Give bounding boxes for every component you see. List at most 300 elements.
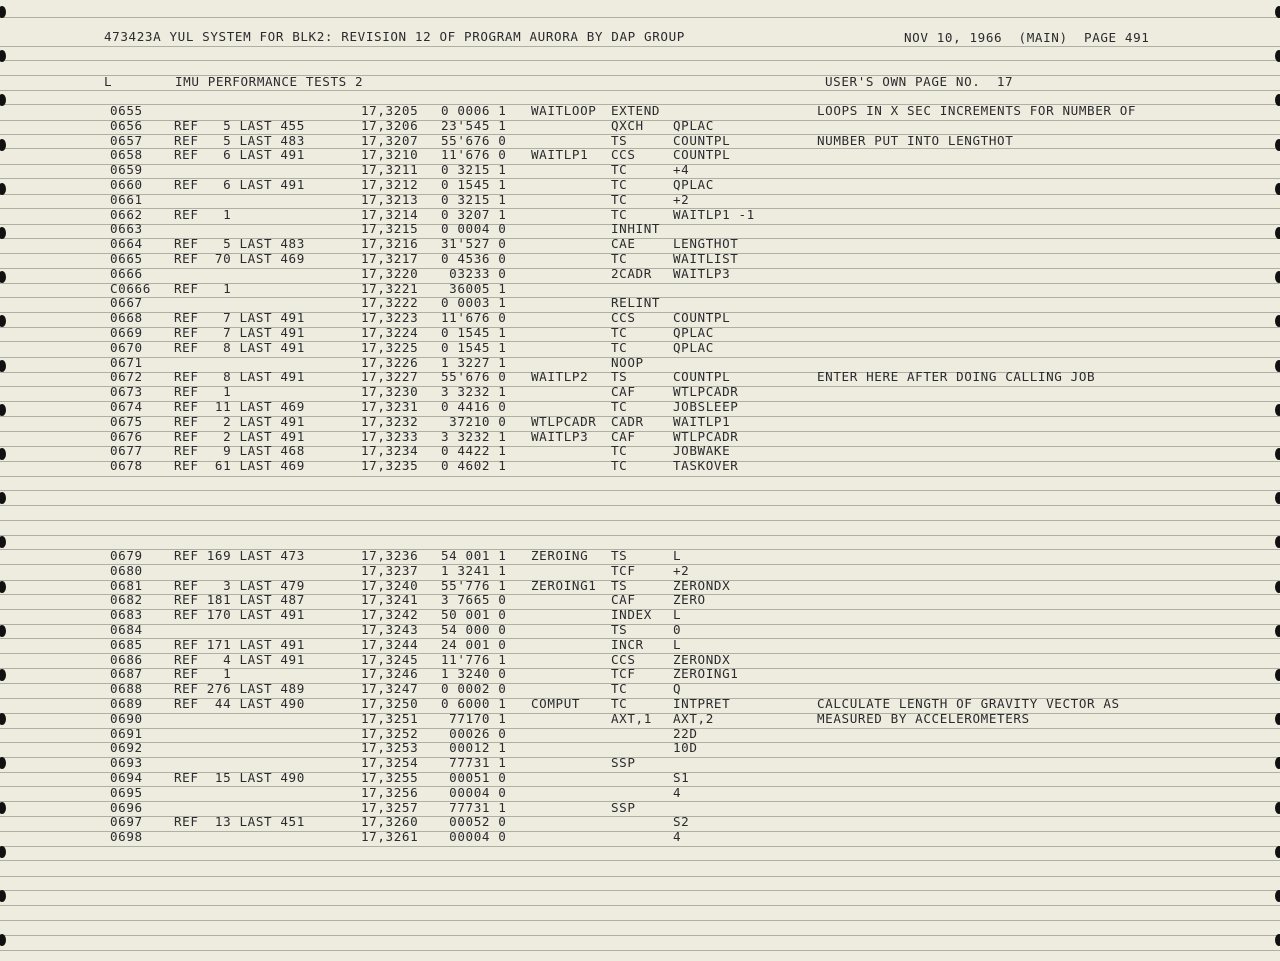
address: 17,3214 bbox=[361, 206, 419, 222]
ruled-line bbox=[0, 920, 1280, 921]
address: 17,3240 bbox=[361, 577, 419, 593]
operand: QPLAC bbox=[673, 117, 714, 133]
feed-hole bbox=[1275, 50, 1280, 62]
opcode: TC bbox=[611, 696, 628, 711]
operand: WAITLP1 bbox=[673, 413, 731, 429]
line-number: C0666 bbox=[110, 280, 151, 296]
section-title: IMU PERFORMANCE TESTS 2 bbox=[175, 74, 364, 89]
operand: TASKOVER bbox=[673, 458, 739, 474]
operand: QPLAC bbox=[673, 177, 714, 192]
address: 17,3242 bbox=[361, 607, 419, 623]
line-number: 0697 bbox=[110, 814, 143, 830]
opcode: AXT,1 bbox=[611, 710, 652, 726]
address: 17,3211 bbox=[361, 162, 419, 178]
user-page-number: USER'S OWN PAGE NO. 17 bbox=[825, 74, 1014, 89]
feed-hole bbox=[1275, 139, 1280, 151]
line-number: 0660 bbox=[110, 177, 143, 192]
opcode: TC bbox=[611, 251, 628, 266]
page-marker: L bbox=[104, 74, 113, 89]
object-code: 0 4422 1 bbox=[441, 443, 507, 459]
reference: REF 1 bbox=[174, 666, 232, 682]
reference: REF 2 LAST 491 bbox=[174, 428, 305, 444]
opcode: TC bbox=[611, 681, 628, 697]
opcode: TCF bbox=[611, 562, 636, 578]
line-number: 0665 bbox=[110, 251, 143, 266]
reference: REF 8 LAST 491 bbox=[174, 339, 305, 355]
address: 17,3217 bbox=[361, 251, 419, 266]
ruled-line bbox=[0, 490, 1280, 491]
line-number: 0689 bbox=[110, 696, 143, 711]
address: 17,3223 bbox=[361, 310, 419, 326]
object-code: 0 0002 0 bbox=[441, 681, 507, 697]
operand: 4 bbox=[673, 784, 682, 800]
feed-hole bbox=[1275, 846, 1280, 858]
operand: ZERO bbox=[673, 592, 706, 608]
opcode: TS bbox=[611, 622, 628, 637]
operand: WAITLP3 bbox=[673, 265, 731, 281]
opcode: QXCH bbox=[611, 117, 644, 133]
address: 17,3233 bbox=[361, 428, 419, 444]
feed-hole bbox=[0, 757, 6, 769]
address: 17,3247 bbox=[361, 681, 419, 697]
line-number: 0688 bbox=[110, 681, 143, 697]
opcode: SSP bbox=[611, 799, 636, 815]
line-number: 0666 bbox=[110, 265, 143, 281]
label: ZEROING bbox=[531, 548, 589, 563]
comment: LOOPS IN X SEC INCREMENTS FOR NUMBER OF bbox=[817, 103, 1137, 118]
opcode: SSP bbox=[611, 755, 636, 771]
label: WTLPCADR bbox=[531, 413, 597, 429]
operand: WAITLIST bbox=[673, 251, 739, 266]
line-number: 0690 bbox=[110, 710, 143, 726]
ruled-line bbox=[0, 876, 1280, 877]
ruled-line bbox=[0, 535, 1280, 536]
line-number: 0692 bbox=[110, 740, 143, 756]
reference: REF 5 LAST 455 bbox=[174, 117, 305, 133]
line-number: 0676 bbox=[110, 428, 143, 444]
reference: REF 15 LAST 490 bbox=[174, 770, 305, 785]
address: 17,3215 bbox=[361, 221, 419, 237]
feed-hole bbox=[1275, 713, 1280, 725]
address: 17,3246 bbox=[361, 666, 419, 682]
label: ZEROING1 bbox=[531, 577, 597, 593]
line-number: 0686 bbox=[110, 651, 143, 667]
feed-hole bbox=[1275, 890, 1280, 902]
operand: LENGTHOT bbox=[673, 236, 739, 252]
address: 17,3243 bbox=[361, 622, 419, 637]
reference: REF 3 LAST 479 bbox=[174, 577, 305, 593]
object-code: 77170 1 bbox=[441, 710, 507, 726]
feed-hole bbox=[0, 404, 6, 416]
reference: REF 276 LAST 489 bbox=[174, 681, 305, 697]
object-code: 0 3215 1 bbox=[441, 191, 507, 207]
reference: REF 5 LAST 483 bbox=[174, 236, 305, 252]
opcode: CAF bbox=[611, 384, 636, 400]
line-number: 0682 bbox=[110, 592, 143, 608]
address: 17,3232 bbox=[361, 413, 419, 429]
address: 17,3256 bbox=[361, 784, 419, 800]
ruled-line bbox=[0, 164, 1280, 165]
comment: NUMBER PUT INTO LENGTHOT bbox=[817, 132, 1014, 148]
opcode: TC bbox=[611, 206, 628, 222]
object-code: 0 1545 1 bbox=[441, 325, 507, 340]
address: 17,3207 bbox=[361, 132, 419, 148]
feed-hole bbox=[1275, 757, 1280, 769]
line-number: 0687 bbox=[110, 666, 143, 682]
opcode: CAF bbox=[611, 428, 636, 444]
reference: REF 11 LAST 469 bbox=[174, 399, 305, 414]
reference: REF 169 LAST 473 bbox=[174, 548, 305, 563]
feed-hole bbox=[1275, 404, 1280, 416]
line-number: 0664 bbox=[110, 236, 143, 252]
operand: L bbox=[673, 548, 682, 563]
ruled-line bbox=[0, 786, 1280, 787]
line-number: 0671 bbox=[110, 354, 143, 370]
address: 17,3237 bbox=[361, 562, 419, 578]
object-code: 23'545 1 bbox=[441, 117, 507, 133]
listing-header-left: 473423A YUL SYSTEM FOR BLK2: REVISION 12 OF PROGRAM AURORA BY DAP GROUP bbox=[104, 29, 685, 44]
line-number: 0698 bbox=[110, 829, 143, 845]
reference: REF 181 LAST 487 bbox=[174, 592, 305, 608]
object-code: 0 0003 1 bbox=[441, 295, 507, 311]
address: 17,3253 bbox=[361, 740, 419, 756]
ruled-line bbox=[0, 860, 1280, 861]
address: 17,3241 bbox=[361, 592, 419, 608]
address: 17,3255 bbox=[361, 770, 419, 785]
object-code: 55'676 0 bbox=[441, 132, 507, 148]
opcode: CADR bbox=[611, 413, 644, 429]
object-code: 0 4602 1 bbox=[441, 458, 507, 474]
operand: L bbox=[673, 607, 682, 623]
object-code: 37210 0 bbox=[441, 413, 507, 429]
ruled-line bbox=[0, 624, 1280, 625]
feed-hole bbox=[1275, 492, 1280, 504]
reference: REF 6 LAST 491 bbox=[174, 177, 305, 192]
operand: ZERONDX bbox=[673, 651, 731, 667]
feed-hole bbox=[0, 448, 6, 460]
operand: ZEROING1 bbox=[673, 666, 739, 682]
opcode: CAF bbox=[611, 592, 636, 608]
operand: COUNTPL bbox=[673, 147, 731, 163]
ruled-line bbox=[0, 935, 1280, 936]
address: 17,3251 bbox=[361, 710, 419, 726]
operand: 0 bbox=[673, 622, 682, 637]
opcode: TC bbox=[611, 458, 628, 474]
label: WAITLP2 bbox=[531, 369, 589, 385]
address: 17,3244 bbox=[361, 636, 419, 652]
object-code: 0 0006 1 bbox=[441, 103, 507, 118]
line-number: 0663 bbox=[110, 221, 143, 237]
opcode: RELINT bbox=[611, 295, 661, 311]
feed-hole bbox=[0, 846, 6, 858]
ruled-line bbox=[0, 757, 1280, 758]
object-code: 11'776 1 bbox=[441, 651, 507, 667]
reference: REF 44 LAST 490 bbox=[174, 696, 305, 711]
operand: QPLAC bbox=[673, 325, 714, 340]
opcode: 2CADR bbox=[611, 265, 652, 281]
listing-header-right: NOV 10, 1966 (MAIN) PAGE 491 bbox=[904, 30, 1150, 45]
opcode: INCR bbox=[611, 636, 644, 652]
line-number: 0691 bbox=[110, 725, 143, 741]
address: 17,3225 bbox=[361, 339, 419, 355]
opcode: TCF bbox=[611, 666, 636, 682]
feed-hole bbox=[0, 934, 6, 946]
ruled-line bbox=[0, 801, 1280, 802]
operand: 10D bbox=[673, 740, 698, 756]
object-code: 1 3241 1 bbox=[441, 562, 507, 578]
object-code: 55'676 0 bbox=[441, 369, 507, 385]
line-number: 0667 bbox=[110, 295, 143, 311]
feed-hole bbox=[0, 625, 6, 637]
object-code: 0 3207 1 bbox=[441, 206, 507, 222]
feed-hole bbox=[1275, 94, 1280, 106]
ruled-line bbox=[0, 90, 1280, 91]
object-code: 00004 0 bbox=[441, 829, 507, 845]
opcode: TS bbox=[611, 132, 628, 148]
object-code: 0 4536 0 bbox=[441, 251, 507, 266]
address: 17,3231 bbox=[361, 399, 419, 414]
ruled-line bbox=[0, 831, 1280, 832]
line-number: 0662 bbox=[110, 206, 143, 222]
operand: Q bbox=[673, 681, 682, 697]
opcode: TC bbox=[611, 399, 628, 414]
reference: REF 7 LAST 491 bbox=[174, 325, 305, 340]
object-code: 31'527 0 bbox=[441, 236, 507, 252]
address: 17,3224 bbox=[361, 325, 419, 340]
operand: +4 bbox=[673, 162, 690, 178]
reference: REF 61 LAST 469 bbox=[174, 458, 305, 474]
line-number: 0685 bbox=[110, 636, 143, 652]
address: 17,3220 bbox=[361, 265, 419, 281]
reference: REF 6 LAST 491 bbox=[174, 147, 305, 163]
line-number: 0696 bbox=[110, 799, 143, 815]
opcode: INHINT bbox=[611, 221, 661, 237]
line-number: 0695 bbox=[110, 784, 143, 800]
feed-hole bbox=[1275, 536, 1280, 548]
address: 17,3227 bbox=[361, 369, 419, 385]
ruled-line bbox=[0, 60, 1280, 61]
object-code: 77731 1 bbox=[441, 755, 507, 771]
address: 17,3257 bbox=[361, 799, 419, 815]
feed-hole bbox=[1275, 448, 1280, 460]
feed-hole bbox=[0, 492, 6, 504]
operand: COUNTPL bbox=[673, 310, 731, 326]
operand: WTLPCADR bbox=[673, 384, 739, 400]
operand: AXT,2 bbox=[673, 710, 714, 726]
reference: REF 13 LAST 451 bbox=[174, 814, 305, 830]
line-number: 0659 bbox=[110, 162, 143, 178]
ruled-line bbox=[0, 520, 1280, 521]
object-code: 11'676 0 bbox=[441, 310, 507, 326]
address: 17,3210 bbox=[361, 147, 419, 163]
address: 17,3236 bbox=[361, 548, 419, 563]
object-code: 11'676 0 bbox=[441, 147, 507, 163]
opcode: TS bbox=[611, 577, 628, 593]
opcode: TC bbox=[611, 325, 628, 340]
line-number: 0656 bbox=[110, 117, 143, 133]
line-number: 0679 bbox=[110, 548, 143, 563]
feed-hole bbox=[1275, 271, 1280, 283]
object-code: 00012 1 bbox=[441, 740, 507, 756]
opcode: CAE bbox=[611, 236, 636, 252]
address: 17,3254 bbox=[361, 755, 419, 771]
line-number: 0657 bbox=[110, 132, 143, 148]
object-code: 36005 1 bbox=[441, 280, 507, 296]
ruled-line bbox=[0, 564, 1280, 565]
object-code: 3 3232 1 bbox=[441, 428, 507, 444]
ruled-line bbox=[0, 890, 1280, 891]
feed-hole bbox=[1275, 934, 1280, 946]
feed-hole bbox=[1275, 6, 1280, 18]
feed-hole bbox=[1275, 581, 1280, 593]
line-number: 0675 bbox=[110, 413, 143, 429]
operand: +2 bbox=[673, 562, 690, 578]
operand: +2 bbox=[673, 191, 690, 207]
reference: REF 9 LAST 468 bbox=[174, 443, 305, 459]
operand: S1 bbox=[673, 770, 690, 785]
line-number: 0673 bbox=[110, 384, 143, 400]
object-code: 03233 0 bbox=[441, 265, 507, 281]
ruled-line bbox=[0, 476, 1280, 477]
object-code: 1 3227 1 bbox=[441, 354, 507, 370]
reference: REF 4 LAST 491 bbox=[174, 651, 305, 667]
operand: COUNTPL bbox=[673, 369, 731, 385]
operand: WTLPCADR bbox=[673, 428, 739, 444]
ruled-line bbox=[0, 742, 1280, 743]
label: WAITLP3 bbox=[531, 428, 589, 444]
reference: REF 1 bbox=[174, 384, 232, 400]
object-code: 0 0004 0 bbox=[441, 221, 507, 237]
feed-hole bbox=[1275, 183, 1280, 195]
opcode: INDEX bbox=[611, 607, 652, 623]
ruled-line bbox=[0, 505, 1280, 506]
feed-hole bbox=[0, 271, 6, 283]
operand: 22D bbox=[673, 725, 698, 741]
reference: REF 70 LAST 469 bbox=[174, 251, 305, 266]
operand: 4 bbox=[673, 829, 682, 845]
operand: WAITLP1 -1 bbox=[673, 206, 755, 222]
address: 17,3250 bbox=[361, 696, 419, 711]
operand: INTPRET bbox=[673, 696, 731, 711]
operand: S2 bbox=[673, 814, 690, 830]
reference: REF 8 LAST 491 bbox=[174, 369, 305, 385]
ruled-line bbox=[0, 846, 1280, 847]
line-number: 0672 bbox=[110, 369, 143, 385]
line-number: 0655 bbox=[110, 103, 143, 118]
feed-hole bbox=[0, 802, 6, 814]
ruled-line bbox=[0, 905, 1280, 906]
object-code: 0 3215 1 bbox=[441, 162, 507, 178]
line-number: 0678 bbox=[110, 458, 143, 474]
address: 17,3230 bbox=[361, 384, 419, 400]
reference: REF 1 bbox=[174, 206, 232, 222]
line-number: 0684 bbox=[110, 622, 143, 637]
object-code: 0 6000 1 bbox=[441, 696, 507, 711]
reference: REF 5 LAST 483 bbox=[174, 132, 305, 148]
feed-hole bbox=[0, 669, 6, 681]
feed-hole bbox=[0, 581, 6, 593]
address: 17,3235 bbox=[361, 458, 419, 474]
reference: REF 1 bbox=[174, 280, 232, 296]
object-code: 0 1545 1 bbox=[441, 177, 507, 192]
feed-hole bbox=[1275, 802, 1280, 814]
object-code: 54 000 0 bbox=[441, 622, 507, 637]
object-code: 24 001 0 bbox=[441, 636, 507, 652]
address: 17,3226 bbox=[361, 354, 419, 370]
object-code: 3 7665 0 bbox=[441, 592, 507, 608]
reference: REF 2 LAST 491 bbox=[174, 413, 305, 429]
label: WAITLOOP bbox=[531, 103, 597, 118]
address: 17,3252 bbox=[361, 725, 419, 741]
address: 17,3213 bbox=[361, 191, 419, 207]
comment: ENTER HERE AFTER DOING CALLING JOB bbox=[817, 369, 1096, 385]
object-code: 54 001 1 bbox=[441, 548, 507, 563]
opcode: TS bbox=[611, 548, 628, 563]
object-code: 0 4416 0 bbox=[441, 399, 507, 414]
comment: MEASURED BY ACCELEROMETERS bbox=[817, 710, 1030, 726]
ruled-line bbox=[0, 46, 1280, 47]
object-code: 00026 0 bbox=[441, 725, 507, 741]
label: WAITLP1 bbox=[531, 147, 589, 163]
opcode: NOOP bbox=[611, 354, 644, 370]
feed-hole bbox=[1275, 227, 1280, 239]
line-number: 0674 bbox=[110, 399, 143, 414]
line-number: 0694 bbox=[110, 770, 143, 785]
operand: JOBSLEEP bbox=[673, 399, 739, 414]
ruled-line bbox=[0, 17, 1280, 18]
label: COMPUT bbox=[531, 696, 581, 711]
object-code: 3 3232 1 bbox=[441, 384, 507, 400]
line-number: 0668 bbox=[110, 310, 143, 326]
opcode: TC bbox=[611, 191, 628, 207]
feed-hole bbox=[0, 536, 6, 548]
address: 17,3216 bbox=[361, 236, 419, 252]
address: 17,3261 bbox=[361, 829, 419, 845]
comment: CALCULATE LENGTH OF GRAVITY VECTOR AS bbox=[817, 696, 1120, 711]
feed-hole bbox=[0, 360, 6, 372]
feed-hole bbox=[1275, 625, 1280, 637]
address: 17,3260 bbox=[361, 814, 419, 830]
operand: QPLAC bbox=[673, 339, 714, 355]
operand: JOBWAKE bbox=[673, 443, 731, 459]
operand: L bbox=[673, 636, 682, 652]
feed-hole bbox=[1275, 360, 1280, 372]
reference: REF 7 LAST 491 bbox=[174, 310, 305, 326]
line-number: 0677 bbox=[110, 443, 143, 459]
reference: REF 171 LAST 491 bbox=[174, 636, 305, 652]
opcode: CCS bbox=[611, 147, 636, 163]
operand: COUNTPL bbox=[673, 132, 731, 148]
ruled-line bbox=[0, 950, 1280, 951]
address: 17,3212 bbox=[361, 177, 419, 192]
object-code: 50 001 0 bbox=[441, 607, 507, 623]
feed-hole bbox=[0, 890, 6, 902]
address: 17,3206 bbox=[361, 117, 419, 133]
operand: ZERONDX bbox=[673, 577, 731, 593]
line-number: 0661 bbox=[110, 191, 143, 207]
object-code: 77731 1 bbox=[441, 799, 507, 815]
line-number: 0669 bbox=[110, 325, 143, 340]
opcode: TC bbox=[611, 443, 628, 459]
ruled-line bbox=[0, 194, 1280, 195]
line-number: 0670 bbox=[110, 339, 143, 355]
address: 17,3205 bbox=[361, 103, 419, 118]
line-number: 0681 bbox=[110, 577, 143, 593]
ruled-line bbox=[0, 728, 1280, 729]
opcode: TC bbox=[611, 339, 628, 355]
opcode: TC bbox=[611, 162, 628, 178]
object-code: 00052 0 bbox=[441, 814, 507, 830]
